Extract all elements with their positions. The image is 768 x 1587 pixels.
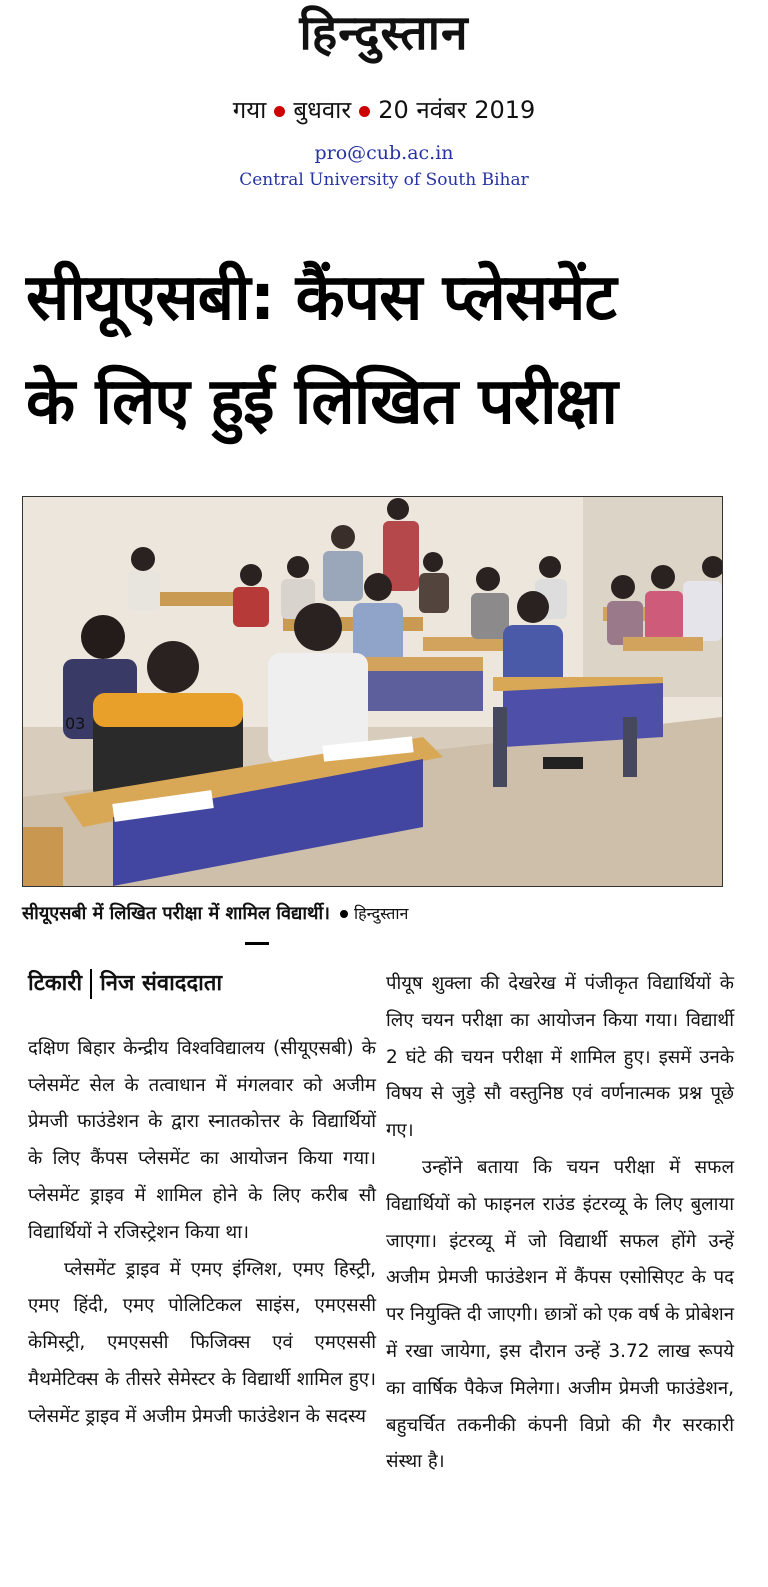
contact-email: pro@cub.ac.in	[314, 142, 454, 164]
article-paragraph: पीयूष शुक्ला की देखरेख में पंजीकृत विद्यार्थियों के लिए चयन परीक्षा का आयोजन किया गया। विद्यार्थी 2 घंटे की चयन परीक्षा में शामिल हुए। इसमें उनके विषय से जुड़े सौ वस्तुनिष्ठ एवं वर्णनात्मक प्रश्न पूछे गए।	[386, 973, 734, 1142]
article-paragraph: प्लेसमेंट ड्राइव में एमए इंग्लिश, एमए हिस्ट्री, एमए हिंदी, एमए पोलिटिकल साइंस, एमएससी केमिस्ट्री, एमएससी फिजिक्स एवं एमएससी मैथमेटिक्स के तीसरे सेमेस्टर के विद्यार्थी शामिल हुए। प्लेसमेंट ड्राइव में अजीम प्रेमजी फाउंडेशन के सदस्य	[28, 1258, 376, 1427]
photo-caption	[22, 898, 742, 930]
contact-block	[0, 140, 768, 194]
bullet-dot-icon	[359, 106, 370, 117]
dateline-city: गया	[232, 96, 267, 124]
divider	[245, 942, 269, 945]
bullet-dot-icon	[274, 106, 285, 117]
dateline	[0, 94, 768, 126]
article-paragraph: उन्होंने बताया कि चयन परीक्षा में सफल विद्यार्थियों को फाइनल राउंड इंटरव्यू के लिए बुलाया जाएगा। इंटरव्यू में जो विद्यार्थी सफल होंगे उन्हें अजीम प्रेमजी फाउंडेशन में कैंपस एसोसिएट के पद पर नियुक्ति दी जाएगी। छात्रों को एक वर्ष के प्रोबेशन में रखा जायेगा, इस दौरान उन्हें 3.72 लाख रूपये का वार्षिक पैकेज मिलेगा। अजीम प्रेमजी फाउंडेशन, बहुचर्चित तकनीकी कंपनी विप्रो की गैर सरकारी संस्था है।	[386, 1156, 734, 1473]
headline-line-1: सीयूएसबी: कैंपस प्लेसमेंट	[26, 261, 616, 335]
contact-organization: Central University of South Bihar	[239, 170, 529, 190]
byline-reporter: निज संवाददाता	[100, 971, 223, 996]
dateline-date: 20 नवंबर 2019	[378, 96, 536, 124]
dateline-day: बुधवार	[293, 96, 352, 124]
article-paragraph: दक्षिण बिहार केन्द्रीय विश्वविद्यालय (सीयूएसबी) के प्लेसमेंट सेल के तत्वाधान में मंगलवार को अजीम प्रेमजी फाउंडेशन के द्वारा स्नातकोत्तर के विद्यार्थियों के लिए कैंपस प्लेसमेंट का आयोजन किया गया। प्लेसमेंट ड्राइव में शामिल होने के लिए करीब सौ विद्यार्थियों ने रजिस्ट्रेशन किया था।	[28, 1037, 376, 1243]
photo-caption-text: सीयूएसबी में लिखित परीक्षा में शामिल विद्यार्थी।	[22, 903, 330, 924]
news-photo	[22, 496, 723, 887]
masthead-title: हिन्दुस्तान	[299, 5, 469, 61]
photo-credit: हिन्दुस्तान	[353, 904, 409, 923]
bullet-dot-icon	[340, 910, 348, 918]
jersey-number: 03	[65, 714, 86, 733]
byline-separator	[90, 969, 92, 999]
headline	[26, 246, 746, 454]
byline	[28, 966, 376, 1003]
article-column-right	[386, 966, 734, 1481]
article-column-left	[28, 966, 376, 1436]
byline-place: टिकारी	[28, 971, 83, 996]
classroom-exam-illustration	[23, 497, 722, 886]
headline-line-2: के लिए हुई लिखित परीक्षा	[26, 365, 617, 439]
